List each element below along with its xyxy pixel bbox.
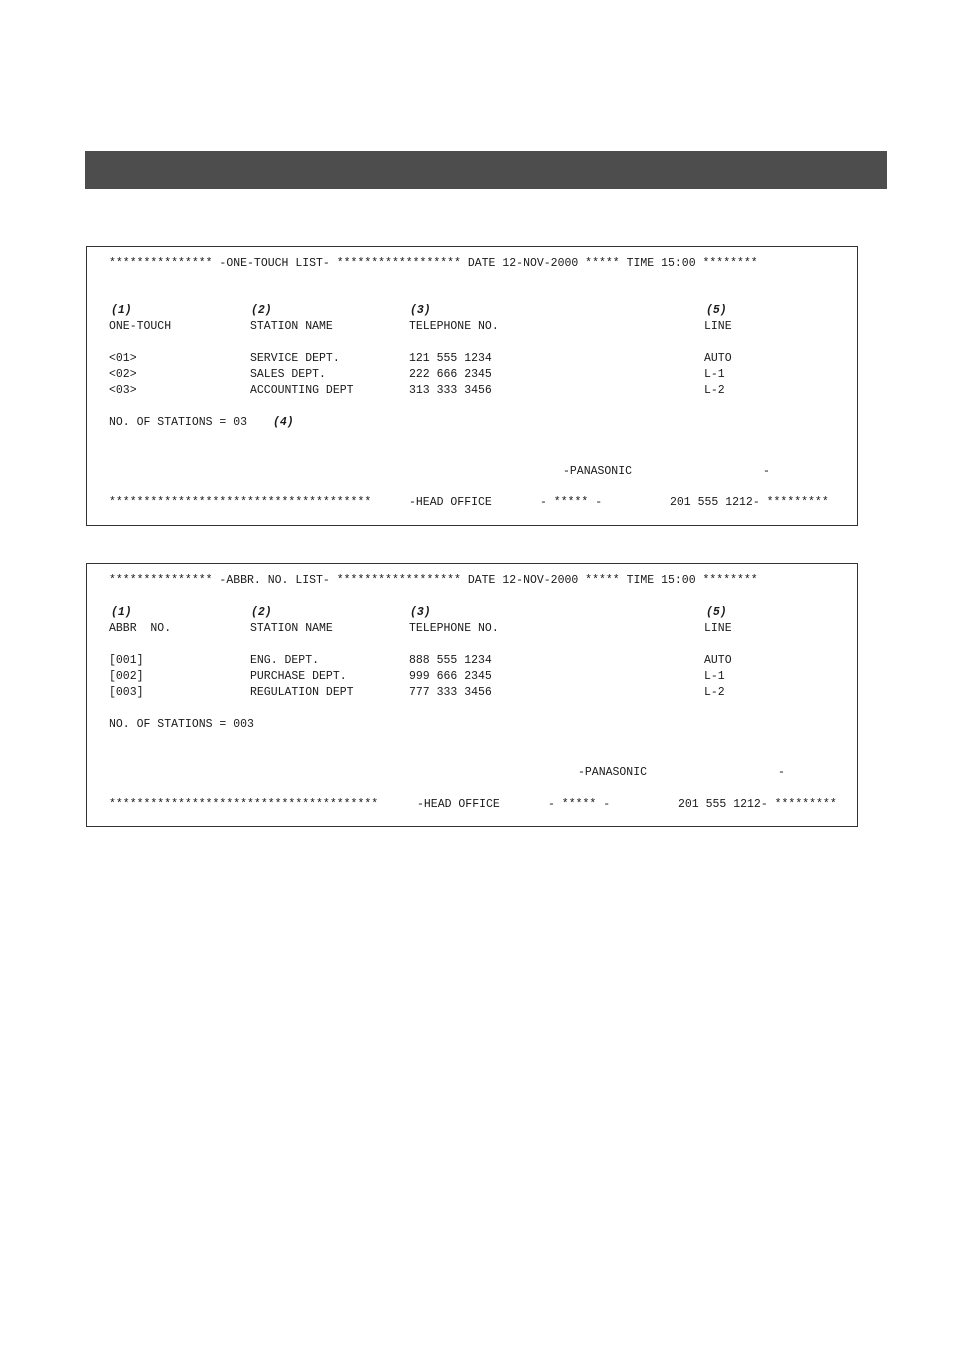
one-touch-list-report [86,246,858,526]
ref-4: (4) [273,416,294,429]
footer-office: -HEAD OFFICE [417,798,500,811]
column-header-station: STATION NAME [250,622,333,635]
sender-dash: - [763,465,770,478]
row-phone: 222 666 2345 [409,368,492,381]
report-header-line: *************** -ABBR. NO. LIST- ****************** DATE 12-NOV-2000 ***** TIME 15:00 ******** [109,574,758,587]
row-key: <01> [109,352,137,365]
row-line: AUTO [704,352,732,365]
row-line: L-1 [704,368,725,381]
column-header-line: LINE [704,320,732,333]
column-header-telephone: TELEPHONE NO. [409,320,499,333]
ref-1: (1) [111,606,132,619]
column-header-key: ABBR NO. [109,622,172,635]
footer-mid: - ***** - [540,496,603,509]
ref-5: (5) [706,304,727,317]
row-key: <02> [109,368,137,381]
column-header-telephone: TELEPHONE NO. [409,622,499,635]
row-key: [001] [109,654,144,667]
ref-3: (3) [410,606,431,619]
footer-telephone: 201 555 1212- ********* [678,798,837,811]
row-phone: 313 333 3456 [409,384,492,397]
row-phone: 121 555 1234 [409,352,492,365]
footer-mid: - ***** - [548,798,611,811]
row-line: L-2 [704,384,725,397]
row-line: AUTO [704,654,732,667]
ref-1: (1) [111,304,132,317]
row-key: [003] [109,686,144,699]
row-station: SERVICE DEPT. [250,352,340,365]
sender-name: -PANASONIC [578,766,648,779]
section-header-bar [85,151,887,189]
row-station: ACCOUNTING DEPT [250,384,354,397]
footer-telephone: 201 555 1212- ********* [670,496,829,509]
stations-count: NO. OF STATIONS = 03 [109,416,248,429]
row-key: <03> [109,384,137,397]
ref-5: (5) [706,606,727,619]
stations-count: NO. OF STATIONS = 003 [109,718,254,731]
row-station: PURCHASE DEPT. [250,670,347,683]
row-station: SALES DEPT. [250,368,326,381]
ref-2: (2) [251,304,272,317]
row-station: ENG. DEPT. [250,654,320,667]
row-station: REGULATION DEPT [250,686,354,699]
row-line: L-2 [704,686,725,699]
column-header-line: LINE [704,622,732,635]
report-header-line: *************** -ONE-TOUCH LIST- ****************** DATE 12-NOV-2000 ***** TIME 15:00 ******** [109,257,758,270]
row-phone: 888 555 1234 [409,654,492,667]
row-line: L-1 [704,670,725,683]
row-phone: 777 333 3456 [409,686,492,699]
sender-name: -PANASONIC [563,465,633,478]
column-header-key: ONE-TOUCH [109,320,172,333]
sender-dash: - [778,766,785,779]
row-phone: 999 666 2345 [409,670,492,683]
abbr-no-list-report [86,563,858,827]
row-key: [002] [109,670,144,683]
footer-office: -HEAD OFFICE [409,496,492,509]
footer-stars: *************************************** [109,798,379,811]
ref-2: (2) [251,606,272,619]
column-header-station: STATION NAME [250,320,333,333]
footer-stars: ************************************** [109,496,372,509]
ref-3: (3) [410,304,431,317]
